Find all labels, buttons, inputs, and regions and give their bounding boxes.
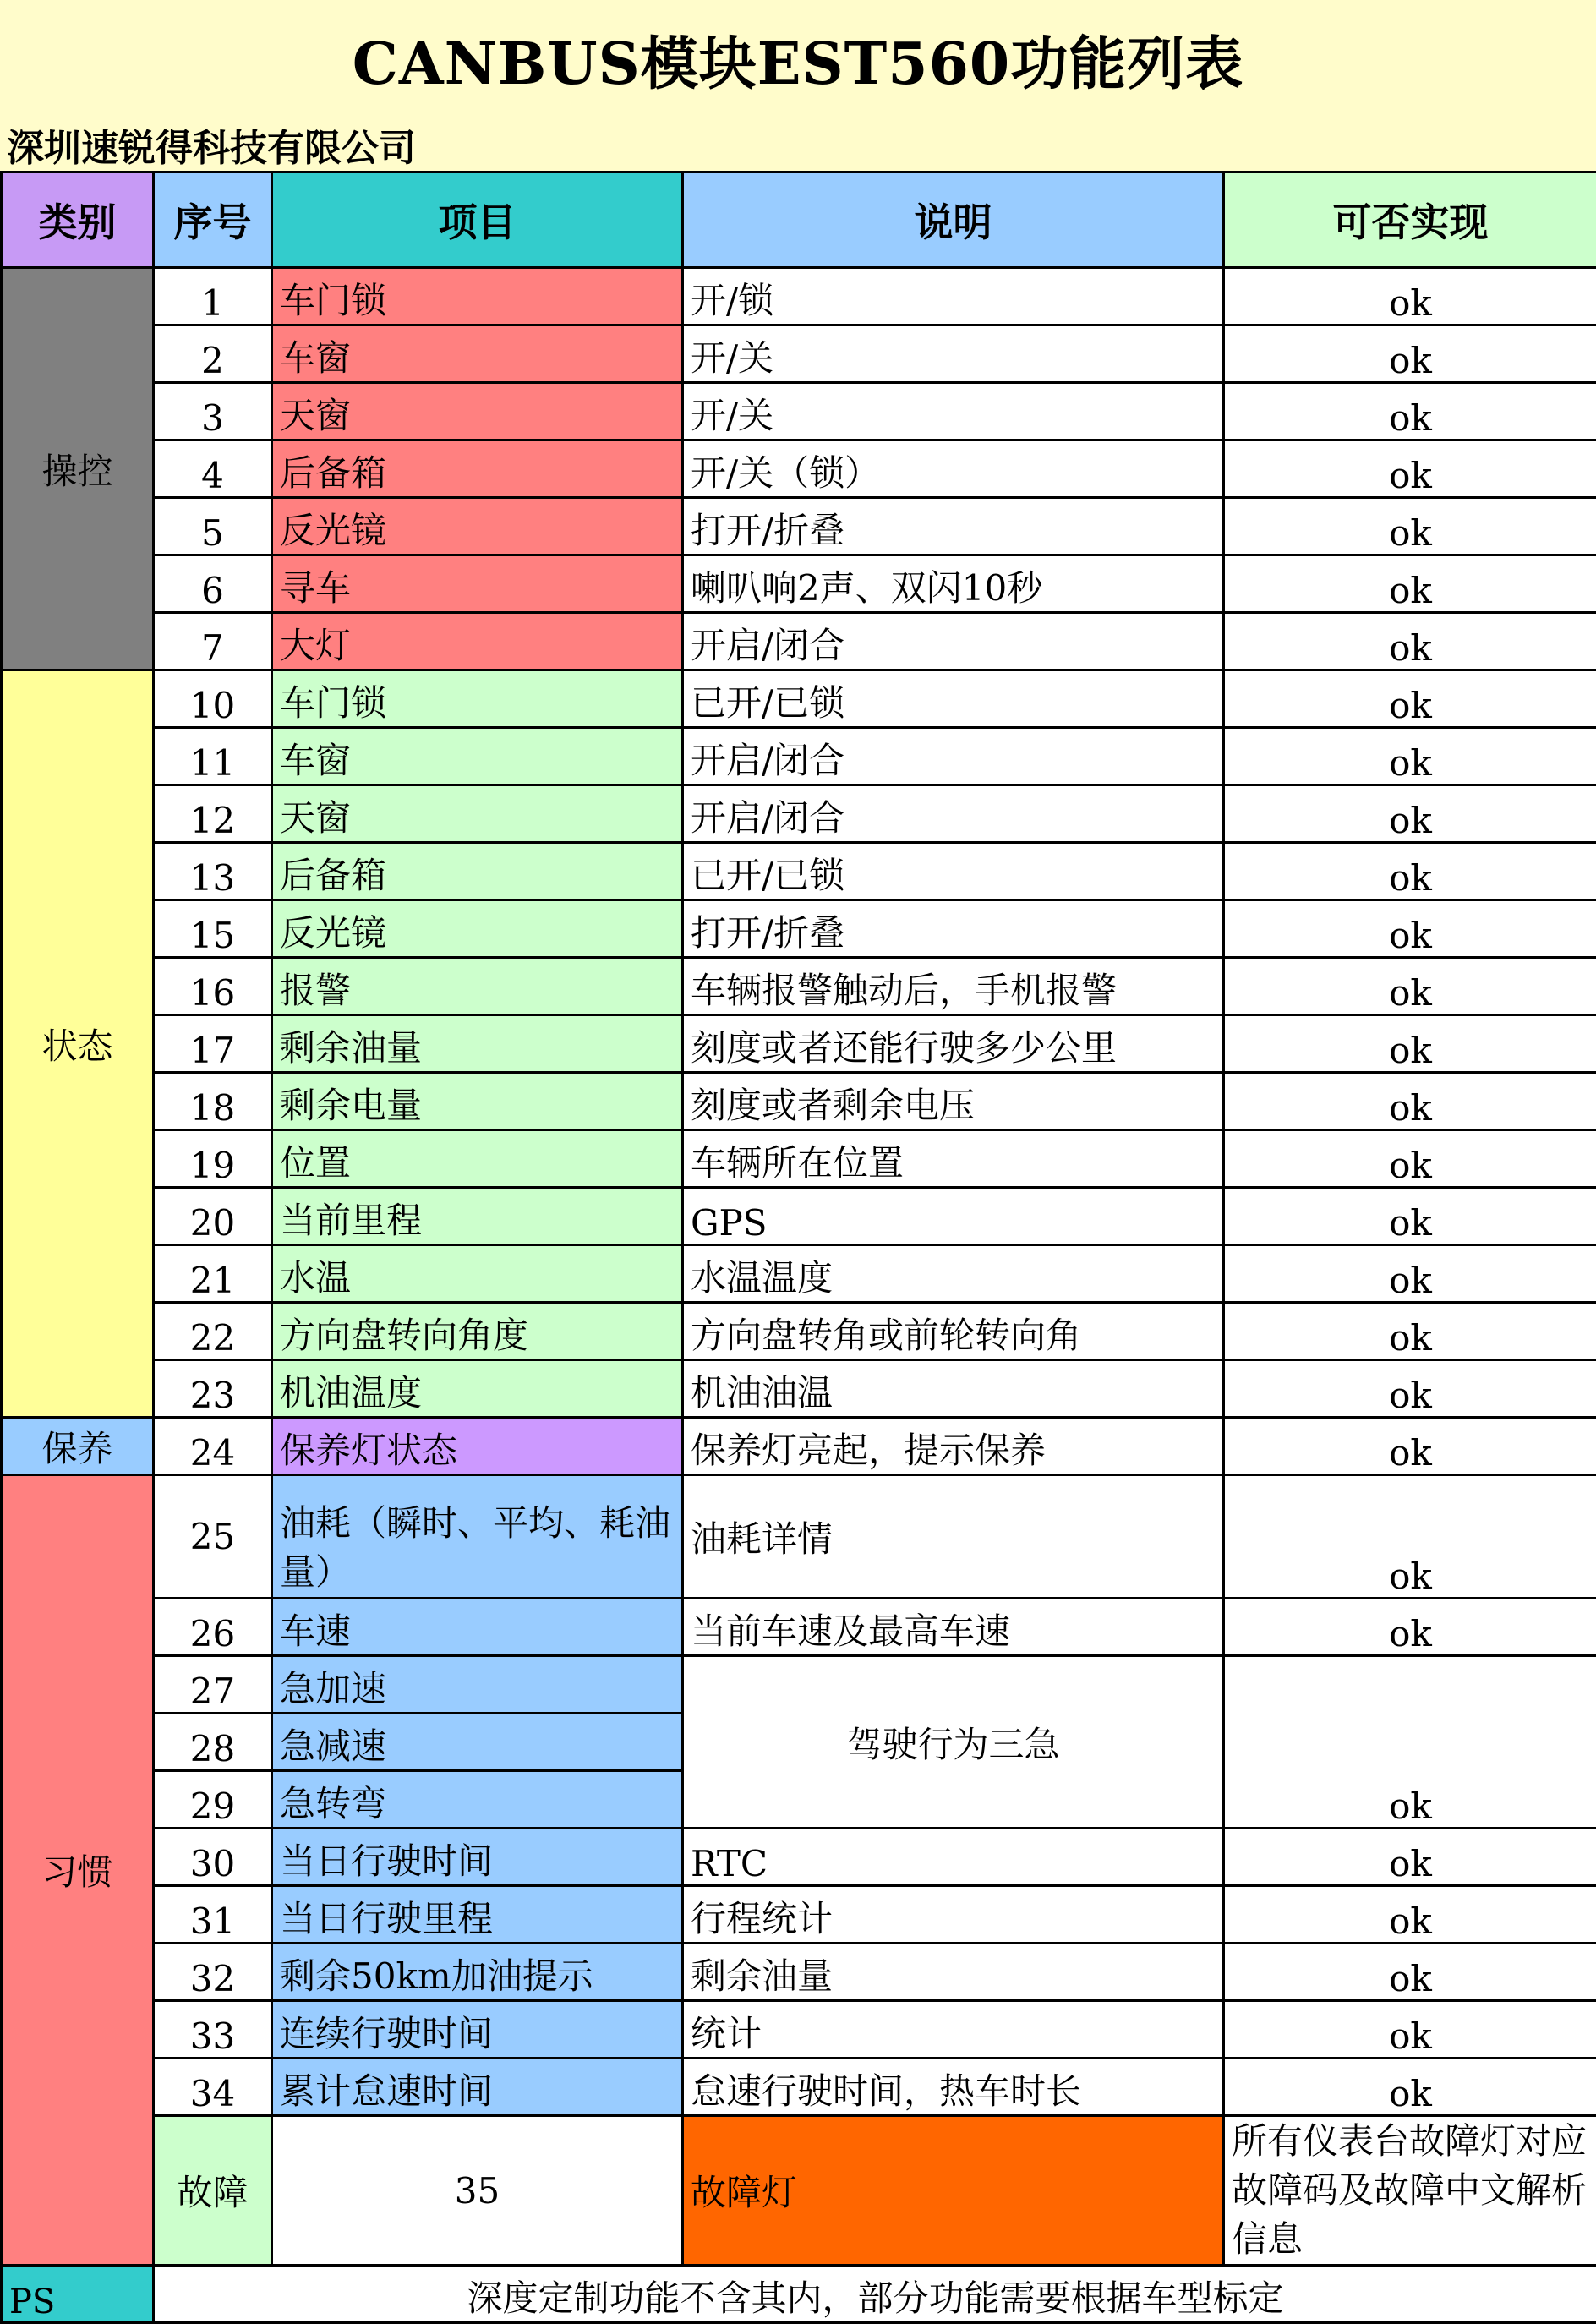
page-title: CANBUS模块EST560功能列表: [0, 0, 1596, 118]
desc-cell: 已开/已锁: [683, 843, 1224, 900]
item-cell: 保养灯状态: [272, 1418, 683, 1475]
table-row: [2, 1360, 1596, 1418]
table-row: [2, 1188, 1596, 1245]
seq-cell: 23: [154, 1360, 272, 1418]
desc-cell: 刻度或者剩余电压: [683, 1073, 1224, 1130]
ok-cell: ok: [1224, 1360, 1596, 1418]
desc-cell: 开/关: [683, 325, 1224, 383]
table-row: [2, 2001, 1596, 2059]
table-row: [2, 1073, 1596, 1130]
header-ok: 可否实现: [1224, 172, 1596, 268]
desc-cell: 刻度或者还能行驶多少公里: [683, 1015, 1224, 1073]
table-row: [2, 2266, 1596, 2323]
item-cell: 急加速: [272, 1656, 683, 1714]
seq-cell: 16: [154, 958, 272, 1015]
seq-cell: 35: [272, 2116, 683, 2266]
seq-cell: 27: [154, 1656, 272, 1714]
item-cell: 急减速: [272, 1714, 683, 1771]
seq-cell: 22: [154, 1303, 272, 1360]
ok-cell: ok: [1224, 555, 1596, 613]
table-row: [2, 1475, 1596, 1599]
seq-cell: 1: [154, 268, 272, 325]
seq-cell: 34: [154, 2059, 272, 2116]
ok-cell: ok: [1224, 325, 1596, 383]
seq-cell: 11: [154, 728, 272, 785]
desc-cell: 机油油温: [683, 1360, 1224, 1418]
desc-cell: 开/关: [683, 383, 1224, 440]
ok-cell: ok: [1224, 900, 1596, 958]
desc-cell: 已开/已锁: [683, 670, 1224, 728]
ok-cell: ok: [1224, 1886, 1596, 1944]
header-category: 类别: [2, 172, 154, 268]
item-cell: 方向盘转向角度: [272, 1303, 683, 1360]
item-cell: 急转弯: [272, 1771, 683, 1829]
ok-cell: ok: [1224, 2059, 1596, 2116]
company-name: 深圳速锐得科技有限公司: [7, 118, 416, 171]
item-cell: 反光镜: [272, 498, 683, 555]
seq-cell: 31: [154, 1886, 272, 1944]
ok-cell: ok: [1224, 1073, 1596, 1130]
table-row: [2, 900, 1596, 958]
item-cell: 车窗: [272, 325, 683, 383]
item-cell: 故障灯: [683, 2116, 1224, 2266]
seq-cell: 5: [154, 498, 272, 555]
seq-cell: 12: [154, 785, 272, 843]
seq-cell: 29: [154, 1771, 272, 1829]
item-cell: 后备箱: [272, 843, 683, 900]
seq-cell: 28: [154, 1714, 272, 1771]
ok-cell: ok: [1224, 1188, 1596, 1245]
table-row: [2, 325, 1596, 383]
desc-cell: 打开/折叠: [683, 900, 1224, 958]
item-cell: 天窗: [272, 383, 683, 440]
desc-cell: 喇叭响2声、双闪10秒: [683, 555, 1224, 613]
desc-cell: 车辆报警触动后，手机报警: [683, 958, 1224, 1015]
seq-cell: 25: [154, 1475, 272, 1599]
table-row: [2, 1245, 1596, 1303]
table-row: [2, 1656, 1596, 1714]
ok-cell: ok: [1224, 1829, 1596, 1886]
table-row: [2, 2116, 1596, 2266]
table-row: [2, 785, 1596, 843]
table-row: [2, 268, 1596, 325]
desc-cell: 车辆所在位置: [683, 1130, 1224, 1188]
seq-cell: 33: [154, 2001, 272, 2059]
item-cell: 报警: [272, 958, 683, 1015]
item-cell: 累计怠速时间: [272, 2059, 683, 2116]
category-control: 操控: [2, 268, 154, 670]
table-row: [2, 555, 1596, 613]
item-cell: 连续行驶时间: [272, 2001, 683, 2059]
item-cell: 剩余50km加油提示: [272, 1944, 683, 2001]
seq-cell: 10: [154, 670, 272, 728]
ok-cell: ok: [1224, 440, 1596, 498]
seq-cell: 13: [154, 843, 272, 900]
desc-cell: 所有仪表台故障灯对应故障码及故障中文解析信息: [1224, 2116, 1596, 2266]
table-row: [2, 1130, 1596, 1188]
ok-cell: ok: [1224, 498, 1596, 555]
table-row: [2, 1015, 1596, 1073]
ok-cell: ok: [1224, 1944, 1596, 2001]
ok-cell: ok: [1224, 843, 1596, 900]
item-cell: 当前里程: [272, 1188, 683, 1245]
function-table: [0, 171, 1596, 2324]
seq-cell: 7: [154, 613, 272, 670]
ok-cell: ok: [1224, 1418, 1596, 1475]
table-row: [2, 1829, 1596, 1886]
table-row: [2, 613, 1596, 670]
desc-cell: 油耗详情: [683, 1475, 1224, 1599]
desc-cell: 开启/闭合: [683, 785, 1224, 843]
item-cell: 油耗（瞬时、平均、耗油量）: [272, 1475, 683, 1599]
desc-cell: 统计: [683, 2001, 1224, 2059]
table-row: [2, 728, 1596, 785]
category-fault: 故障: [154, 2116, 272, 2266]
seq-cell: 3: [154, 383, 272, 440]
item-cell: 车门锁: [272, 670, 683, 728]
ok-cell: ok: [1224, 1245, 1596, 1303]
header-seq: 序号: [154, 172, 272, 268]
desc-cell: 水温温度: [683, 1245, 1224, 1303]
table-row: [2, 1599, 1596, 1656]
seq-cell: 19: [154, 1130, 272, 1188]
ok-cell: ok: [1224, 670, 1596, 728]
desc-cell: 当前车速及最高车速: [683, 1599, 1224, 1656]
seq-cell: 18: [154, 1073, 272, 1130]
ok-cell: ok: [1224, 1475, 1596, 1599]
item-cell: 天窗: [272, 785, 683, 843]
desc-cell: 保养灯亮起，提示保养: [683, 1418, 1224, 1475]
desc-cell: 怠速行驶时间，热车时长: [683, 2059, 1224, 2116]
ok-cell: ok: [1224, 958, 1596, 1015]
ok-cell: ok: [1224, 268, 1596, 325]
category-status: 状态: [2, 670, 154, 1418]
table-row: [2, 498, 1596, 555]
ok-cell: ok: [1224, 1303, 1596, 1360]
seq-cell: 6: [154, 555, 272, 613]
ps-label: PS: [2, 2266, 154, 2323]
desc-cell: 行程统计: [683, 1886, 1224, 1944]
ok-cell: ok: [1224, 383, 1596, 440]
ok-cell: ok: [1224, 728, 1596, 785]
item-cell: 当日行驶里程: [272, 1886, 683, 1944]
table-row: [2, 670, 1596, 728]
ok-cell-merged: ok: [1224, 1656, 1596, 1829]
desc-cell: RTC: [683, 1829, 1224, 1886]
ok-cell: ok: [1224, 1599, 1596, 1656]
header-item: 项目: [272, 172, 683, 268]
desc-cell: 开启/闭合: [683, 613, 1224, 670]
ok-cell: ok: [1224, 785, 1596, 843]
seq-cell: 21: [154, 1245, 272, 1303]
seq-cell: 15: [154, 900, 272, 958]
desc-cell: 开/关（锁）: [683, 440, 1224, 498]
table-row: [2, 1303, 1596, 1360]
ok-cell: ok: [1224, 1130, 1596, 1188]
desc-cell: 剩余油量: [683, 1944, 1224, 2001]
table-row: [2, 843, 1596, 900]
item-cell: 车窗: [272, 728, 683, 785]
item-cell: 反光镜: [272, 900, 683, 958]
seq-cell: 17: [154, 1015, 272, 1073]
table-row: [2, 1944, 1596, 2001]
ok-cell: ok: [1224, 2001, 1596, 2059]
ok-cell: ok: [1224, 1015, 1596, 1073]
item-cell: 水温: [272, 1245, 683, 1303]
seq-cell: 4: [154, 440, 272, 498]
desc-cell-merged: 驾驶行为三急: [683, 1656, 1224, 1829]
category-habit: 习惯: [2, 1475, 154, 2266]
item-cell: 剩余油量: [272, 1015, 683, 1073]
desc-cell: 开/锁: [683, 268, 1224, 325]
table-row: [2, 440, 1596, 498]
item-cell: 位置: [272, 1130, 683, 1188]
seq-cell: 32: [154, 1944, 272, 2001]
seq-cell: 20: [154, 1188, 272, 1245]
table-row: [2, 383, 1596, 440]
header-desc: 说明: [683, 172, 1224, 268]
item-cell: 大灯: [272, 613, 683, 670]
seq-cell: 30: [154, 1829, 272, 1886]
category-maintain: 保养: [2, 1418, 154, 1475]
item-cell: 剩余电量: [272, 1073, 683, 1130]
item-cell: 机油温度: [272, 1360, 683, 1418]
seq-cell: 24: [154, 1418, 272, 1475]
desc-cell: GPS: [683, 1188, 1224, 1245]
ok-cell: ok: [1224, 613, 1596, 670]
table-row: [2, 958, 1596, 1015]
item-cell: 寻车: [272, 555, 683, 613]
seq-cell: 26: [154, 1599, 272, 1656]
ps-note: 深度定制功能不含其内，部分功能需要根据车型标定: [154, 2266, 1596, 2323]
item-cell: 车速: [272, 1599, 683, 1656]
desc-cell: 方向盘转角或前轮转向角: [683, 1303, 1224, 1360]
table-row: [2, 1886, 1596, 1944]
table-row: [2, 2059, 1596, 2116]
item-cell: 后备箱: [272, 440, 683, 498]
item-cell: 当日行驶时间: [272, 1829, 683, 1886]
desc-cell: 开启/闭合: [683, 728, 1224, 785]
table-row: [2, 1418, 1596, 1475]
desc-cell: 打开/折叠: [683, 498, 1224, 555]
item-cell: 车门锁: [272, 268, 683, 325]
seq-cell: 2: [154, 325, 272, 383]
